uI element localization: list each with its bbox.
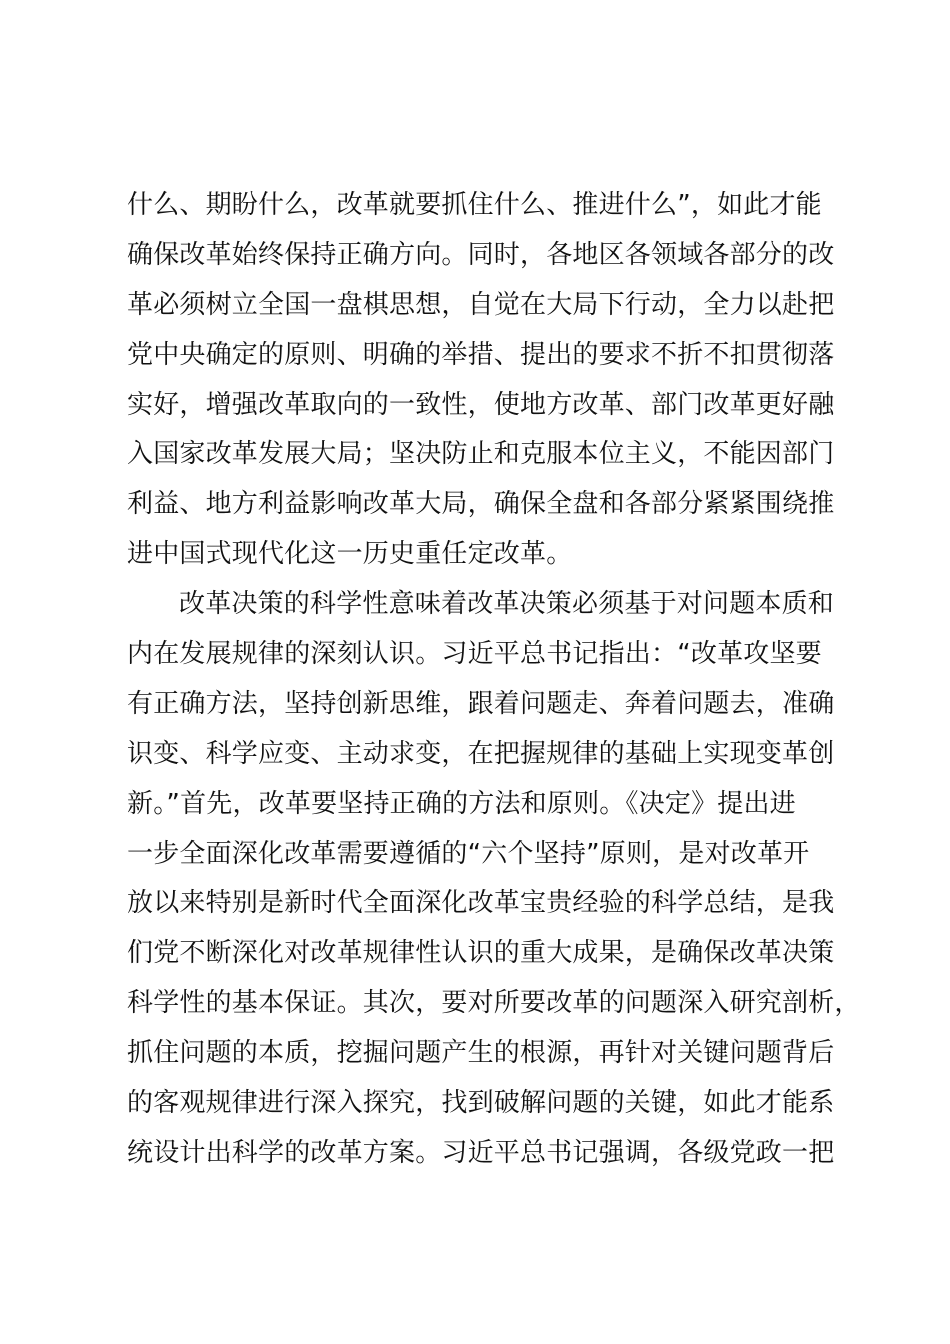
text-line: 实好，增强改革取向的一致性，使地方改革、部门改革更好融 bbox=[127, 389, 835, 420]
text-line: 什么、期盼什么，改革就要抓住什么、推进什么”，如此才能 bbox=[127, 190, 822, 220]
text-line: 一步全面深化改革需要遵循的“六个坚持”原则，是对改革开 bbox=[127, 838, 810, 869]
text-line: 抓住问题的本质，挖掘问题产生的根源，再针对关键问题背后 bbox=[127, 1038, 835, 1069]
text-line: 统设计出科学的改革方案。习近平总书记强调，各级党政一把 bbox=[127, 1137, 835, 1168]
text-line: 放以来特别是新时代全面深化改革宝贵经验的科学总结，是我 bbox=[127, 888, 835, 919]
text-line: 识变、科学应变、主动求变，在把握规律的基础上实现变革创 bbox=[127, 738, 835, 769]
text-line: 有正确方法，坚持创新思维，跟着问题走、奔着问题去，准确 bbox=[127, 688, 835, 719]
text-line: 内在发展规律的深刻认识。习近平总书记指出：“改革攻坚要 bbox=[127, 639, 822, 670]
text-line: 们党不断深化对改革规律性认识的重大成果，是确保改革决策 bbox=[127, 938, 835, 969]
text-line: 新。”首先，改革要坚持正确的方法和原则。《决定》提出进 bbox=[127, 788, 796, 819]
text-line: 党中央确定的原则、明确的举措、提出的要求不折不扣贯彻落 bbox=[127, 339, 835, 370]
text-line: 科学性的基本保证。其次，要对所要改革的问题深入研究剖析， bbox=[127, 988, 861, 1019]
paragraph-reform-decision bbox=[127, 580, 861, 1179]
text-line-indented: 改革决策的科学性意味着改革决策必须基于对问题本质和 bbox=[179, 589, 835, 620]
text-line: 确保改革始终保持正确方向。同时，各地区各领域各部分的改 bbox=[127, 239, 835, 270]
text-line: 利益、地方利益影响改革大局，确保全盘和各部分紧紧围绕推 bbox=[127, 489, 835, 520]
paragraph-continuation bbox=[127, 181, 839, 580]
text-line: 入国家改革发展大局；坚决防止和克服本位主义，不能因部门 bbox=[127, 439, 835, 470]
body-text bbox=[127, 181, 861, 1179]
text-line: 进中国式现代化这一历史重任定改革。 bbox=[127, 539, 573, 570]
text-line: 的客观规律进行深入探究，找到破解问题的关键，如此才能系 bbox=[127, 1088, 835, 1119]
text-line: 革必须树立全国一盘棋思想，自觉在大局下行动，全力以赴把 bbox=[127, 289, 835, 320]
